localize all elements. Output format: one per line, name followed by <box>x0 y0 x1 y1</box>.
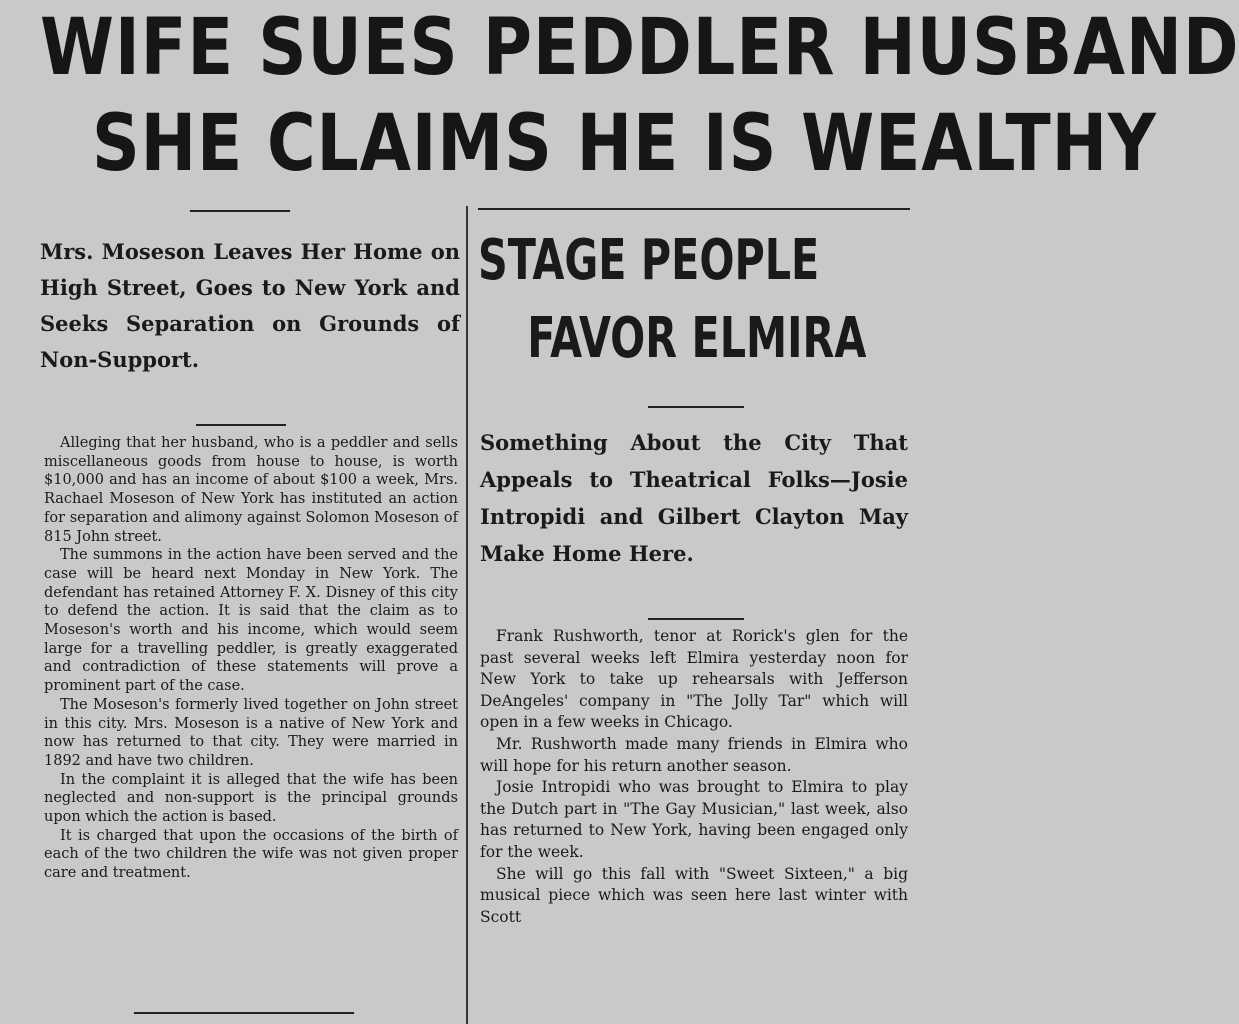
right-paragraph: She will go this fall with "Sweet Sixteen," a big musical piece which was seen here last winter with Scott <box>480 864 908 926</box>
left-paragraph: The Moseson's formerly lived together on John street in this city. Mrs. Moseson is a native of New York and now has returned to that city. They were married in 1892 and have two children. <box>44 696 458 769</box>
column-divider <box>466 206 468 1024</box>
right-paragraph: Mr. Rushworth made many friends in Elmira who will hope for his return another season. <box>480 734 908 775</box>
right-paragraph: Josie Intropidi who was brought to Elmira to play the Dutch part in "The Gay Musician," last week, also has returned to New York, having been engaged only for the week. <box>480 778 908 861</box>
right-story-body <box>480 626 908 928</box>
right-story-subhead: Something About the City That Appeals to Theatrical Folks—Josie Intropidi and Gilbert Clayton May Make Home Here. <box>480 430 908 566</box>
right-subhead-rule <box>648 618 744 620</box>
headline-line-1: WIFE SUES PEDDLER HUSBAND <box>40 3 1239 93</box>
left-paragraph: In the complaint it is alleged that the wife has been neglected and non-support is the principal grounds upon which the action is based. <box>44 771 458 826</box>
left-story-subhead: Mrs. Moseson Leaves Her Home on High Street, Goes to New York and Seeks Separation on Grounds of Non-Support. <box>40 239 460 372</box>
left-subhead-rule <box>196 424 286 426</box>
left-top-rule <box>190 210 290 212</box>
right-paragraph: Frank Rushworth, tenor at Rorick's glen for the past several weeks left Elmira yesterday noon for New York to take up rehearsals with Jefferson DeAngeles' company in "The Jolly Tar" which will open in a few weeks in Chicago. <box>480 627 908 732</box>
left-paragraph: The summons in the action have been served and the case will be heard next Monday in New York. The defendant has retained Attorney F. X. Disney of this city to defend the action. It is said that the claim as to Moseson's worth and his income, which would seem large for a travelling peddler, is greatly exaggerated and contradiction of these statements will prove a prominent part of the case. <box>44 547 458 695</box>
headline-line-2: SHE CLAIMS HE IS WEALTHY <box>92 99 1157 189</box>
left-paragraph: Alleging that her husband, who is a peddler and sells miscellaneous goods from house to house, is worth $10,000 and has an income of about $100 a week, Mrs. Rachael Moseson of New York has instituted an action for separation and alimony against Solomon Moseson of 815 John street. <box>44 435 458 545</box>
right-story-title <box>478 222 918 378</box>
right-title-line-2: FAVOR ELMIRA <box>527 306 867 371</box>
left-paragraph: It is charged that upon the occasions of the birth of each of the two children the wife was not given proper care and treatment. <box>44 827 458 882</box>
right-top-rule <box>478 208 910 210</box>
right-title-rule <box>648 406 744 408</box>
left-bottom-rule <box>134 1012 354 1014</box>
left-story-body <box>44 434 458 883</box>
right-title-line-1: STAGE PEOPLE <box>478 228 820 293</box>
